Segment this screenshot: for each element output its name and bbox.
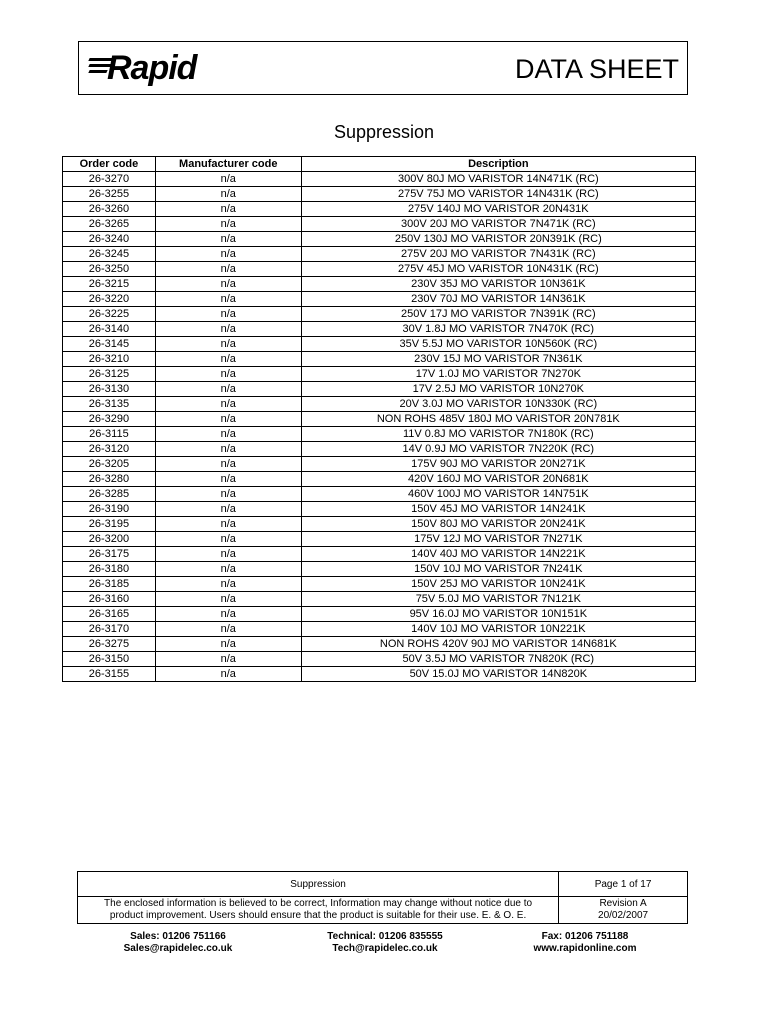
revision-date: 20/02/2007 [598, 910, 649, 921]
table-row [63, 637, 696, 652]
doc-title: DATA SHEET [514, 54, 679, 84]
manufacturer-code-cell: n/a [155, 367, 301, 382]
footer-box [77, 871, 688, 924]
website-link[interactable]: www.rapidonline.com [533, 943, 637, 954]
manufacturer-code-cell: n/a [155, 232, 301, 247]
order-code-cell: 26-3290 [63, 412, 156, 427]
table-row [63, 352, 696, 367]
manufacturer-code-cell: n/a [155, 217, 301, 232]
manufacturer-code-cell: n/a [155, 382, 301, 397]
description-cell: 150V 25J MO VARISTOR 10N241K [301, 577, 695, 592]
manufacturer-code-cell: n/a [155, 292, 301, 307]
description-cell: 17V 2.5J MO VARISTOR 10N270K [301, 382, 695, 397]
revision-label: Revision A [599, 898, 647, 909]
manufacturer-code-cell: n/a [155, 187, 301, 202]
order-code-cell: 26-3120 [63, 442, 156, 457]
rapid-logo [85, 48, 225, 88]
description-cell: 150V 45J MO VARISTOR 14N241K [301, 502, 695, 517]
manufacturer-code-cell: n/a [155, 307, 301, 322]
description-cell: 230V 70J MO VARISTOR 14N361K [301, 292, 695, 307]
order-code-cell: 26-3195 [63, 517, 156, 532]
order-code-cell: 26-3190 [63, 502, 156, 517]
table-row [63, 622, 696, 637]
order-code-cell: 26-3175 [63, 547, 156, 562]
table-row [63, 367, 696, 382]
description-cell: 17V 1.0J MO VARISTOR 7N270K [301, 367, 695, 382]
order-code-cell: 26-3200 [63, 532, 156, 547]
description-cell: 150V 80J MO VARISTOR 20N241K [301, 517, 695, 532]
table-row [63, 472, 696, 487]
manufacturer-code-cell: n/a [155, 457, 301, 472]
table-row [63, 427, 696, 442]
footer-disclaimer [78, 897, 559, 924]
description-cell: 50V 15.0J MO VARISTOR 14N820K [301, 667, 695, 682]
manufacturer-code-cell: n/a [155, 442, 301, 457]
description-cell: 460V 100J MO VARISTOR 14N751K [301, 487, 695, 502]
order-code-cell: 26-3215 [63, 277, 156, 292]
table-row [63, 442, 696, 457]
manufacturer-code-cell: n/a [155, 202, 301, 217]
manufacturer-code-cell: n/a [155, 352, 301, 367]
order-code-cell: 26-3250 [63, 262, 156, 277]
description-cell: 150V 10J MO VARISTOR 7N241K [301, 562, 695, 577]
table-row [63, 547, 696, 562]
table-row [63, 232, 696, 247]
description-cell: 275V 140J MO VARISTOR 20N431K [301, 202, 695, 217]
description-cell: 300V 80J MO VARISTOR 14N471K (RC) [301, 172, 695, 187]
table-row [63, 607, 696, 622]
table-body [63, 172, 696, 682]
column-header-order-code: Order code [63, 157, 156, 172]
disclaimer-line-1: The enclosed information is believed to be correct, Information may change without notice due to [104, 898, 533, 909]
order-code-cell: 26-3115 [63, 427, 156, 442]
manufacturer-code-cell: n/a [155, 412, 301, 427]
header-box [78, 41, 688, 95]
description-cell: 20V 3.0J MO VARISTOR 10N330K (RC) [301, 397, 695, 412]
order-code-cell: 26-3275 [63, 637, 156, 652]
table-row [63, 202, 696, 217]
description-cell: 250V 130J MO VARISTOR 20N391K (RC) [301, 232, 695, 247]
description-cell: 275V 75J MO VARISTOR 14N431K (RC) [301, 187, 695, 202]
description-cell: 175V 12J MO VARISTOR 7N271K [301, 532, 695, 547]
order-code-cell: 26-3210 [63, 352, 156, 367]
order-code-cell: 26-3240 [63, 232, 156, 247]
order-code-cell: 26-3135 [63, 397, 156, 412]
table-row [63, 517, 696, 532]
table-row [63, 457, 696, 472]
manufacturer-code-cell: n/a [155, 247, 301, 262]
manufacturer-code-cell: n/a [155, 337, 301, 352]
table-row [63, 652, 696, 667]
manufacturer-code-cell: n/a [155, 637, 301, 652]
sales-contact [78, 931, 278, 955]
description-cell: 30V 1.8J MO VARISTOR 7N470K (RC) [301, 322, 695, 337]
description-cell: 175V 90J MO VARISTOR 20N271K [301, 457, 695, 472]
description-cell: 275V 45J MO VARISTOR 10N431K (RC) [301, 262, 695, 277]
description-cell: 75V 5.0J MO VARISTOR 7N121K [301, 592, 695, 607]
footer-title: Suppression [78, 872, 559, 897]
description-cell: 14V 0.9J MO VARISTOR 7N220K (RC) [301, 442, 695, 457]
order-code-cell: 26-3140 [63, 322, 156, 337]
manufacturer-code-cell: n/a [155, 472, 301, 487]
description-cell: 250V 17J MO VARISTOR 7N391K (RC) [301, 307, 695, 322]
description-cell: 230V 15J MO VARISTOR 7N361K [301, 352, 695, 367]
manufacturer-code-cell: n/a [155, 502, 301, 517]
table-row [63, 532, 696, 547]
technical-contact [285, 931, 485, 955]
order-code-cell: 26-3165 [63, 607, 156, 622]
order-code-cell: 26-3280 [63, 472, 156, 487]
table-row [63, 412, 696, 427]
description-cell: NON ROHS 485V 180J MO VARISTOR 20N781K [301, 412, 695, 427]
table-row [63, 322, 696, 337]
table-row [63, 577, 696, 592]
description-cell: NON ROHS 420V 90J MO VARISTOR 14N681K [301, 637, 695, 652]
manufacturer-code-cell: n/a [155, 262, 301, 277]
manufacturer-code-cell: n/a [155, 397, 301, 412]
manufacturer-code-cell: n/a [155, 517, 301, 532]
order-code-cell: 26-3185 [63, 577, 156, 592]
description-cell: 230V 35J MO VARISTOR 10N361K [301, 277, 695, 292]
table-row [63, 217, 696, 232]
table-row [63, 382, 696, 397]
description-cell: 50V 3.5J MO VARISTOR 7N820K (RC) [301, 652, 695, 667]
manufacturer-code-cell: n/a [155, 427, 301, 442]
manufacturer-code-cell: n/a [155, 547, 301, 562]
manufacturer-code-cell: n/a [155, 622, 301, 637]
section-title: Suppression [333, 122, 435, 142]
order-code-cell: 26-3260 [63, 202, 156, 217]
order-code-cell: 26-3255 [63, 187, 156, 202]
description-cell: 140V 40J MO VARISTOR 14N221K [301, 547, 695, 562]
fax-number: Fax: 01206 751188 [541, 931, 629, 942]
table-row [63, 292, 696, 307]
table-row [63, 592, 696, 607]
description-cell: 35V 5.5J MO VARISTOR 10N560K (RC) [301, 337, 695, 352]
table-row [63, 187, 696, 202]
order-code-cell: 26-3160 [63, 592, 156, 607]
footer-revision [559, 897, 688, 924]
manufacturer-code-cell: n/a [155, 592, 301, 607]
manufacturer-code-cell: n/a [155, 172, 301, 187]
order-code-cell: 26-3205 [63, 457, 156, 472]
table-row [63, 307, 696, 322]
table-row [63, 397, 696, 412]
order-code-cell: 26-3125 [63, 367, 156, 382]
order-code-cell: 26-3180 [63, 562, 156, 577]
order-code-cell: 26-3225 [63, 307, 156, 322]
table-row [63, 337, 696, 352]
table-header-row [63, 157, 696, 172]
fax-contact [485, 931, 685, 955]
order-code-cell: 26-3155 [63, 667, 156, 682]
technical-email[interactable]: Tech@rapidelec.co.uk [332, 943, 438, 954]
description-cell: 300V 20J MO VARISTOR 7N471K (RC) [301, 217, 695, 232]
order-code-cell: 26-3245 [63, 247, 156, 262]
order-code-cell: 26-3220 [63, 292, 156, 307]
manufacturer-code-cell: n/a [155, 652, 301, 667]
order-code-cell: 26-3130 [63, 382, 156, 397]
description-cell: 140V 10J MO VARISTOR 10N221K [301, 622, 695, 637]
table-row [63, 262, 696, 277]
disclaimer-line-2: product improvement. Users should ensure that the product is suitable for their use. E. & O. E. [109, 910, 527, 921]
column-header-description: Description [301, 157, 695, 172]
footer-page-number: Page 1 of 17 [559, 872, 688, 897]
table-row [63, 502, 696, 517]
description-cell: 420V 160J MO VARISTOR 20N681K [301, 472, 695, 487]
column-header-manufacturer-code: Manufacturer code [155, 157, 301, 172]
table-row [63, 487, 696, 502]
description-cell: 11V 0.8J MO VARISTOR 7N180K (RC) [301, 427, 695, 442]
order-code-cell: 26-3270 [63, 172, 156, 187]
manufacturer-code-cell: n/a [155, 277, 301, 292]
sales-phone: Sales: 01206 751166 [130, 931, 226, 942]
table-row [63, 277, 696, 292]
manufacturer-code-cell: n/a [155, 577, 301, 592]
sales-email[interactable]: Sales@rapidelec.co.uk [123, 943, 233, 954]
manufacturer-code-cell: n/a [155, 487, 301, 502]
manufacturer-code-cell: n/a [155, 607, 301, 622]
order-code-cell: 26-3285 [63, 487, 156, 502]
table-row [63, 667, 696, 682]
table-row [63, 247, 696, 262]
manufacturer-code-cell: n/a [155, 322, 301, 337]
description-cell: 95V 16.0J MO VARISTOR 10N151K [301, 607, 695, 622]
technical-phone: Technical: 01206 835555 [327, 931, 443, 942]
manufacturer-code-cell: n/a [155, 667, 301, 682]
logo-text: Rapid [107, 49, 197, 87]
order-code-cell: 26-3170 [63, 622, 156, 637]
order-code-cell: 26-3265 [63, 217, 156, 232]
table-row [63, 172, 696, 187]
order-code-cell: 26-3150 [63, 652, 156, 667]
manufacturer-code-cell: n/a [155, 532, 301, 547]
description-cell: 275V 20J MO VARISTOR 7N431K (RC) [301, 247, 695, 262]
manufacturer-code-cell: n/a [155, 562, 301, 577]
order-code-cell: 26-3145 [63, 337, 156, 352]
products-table [62, 156, 696, 682]
table-row [63, 562, 696, 577]
